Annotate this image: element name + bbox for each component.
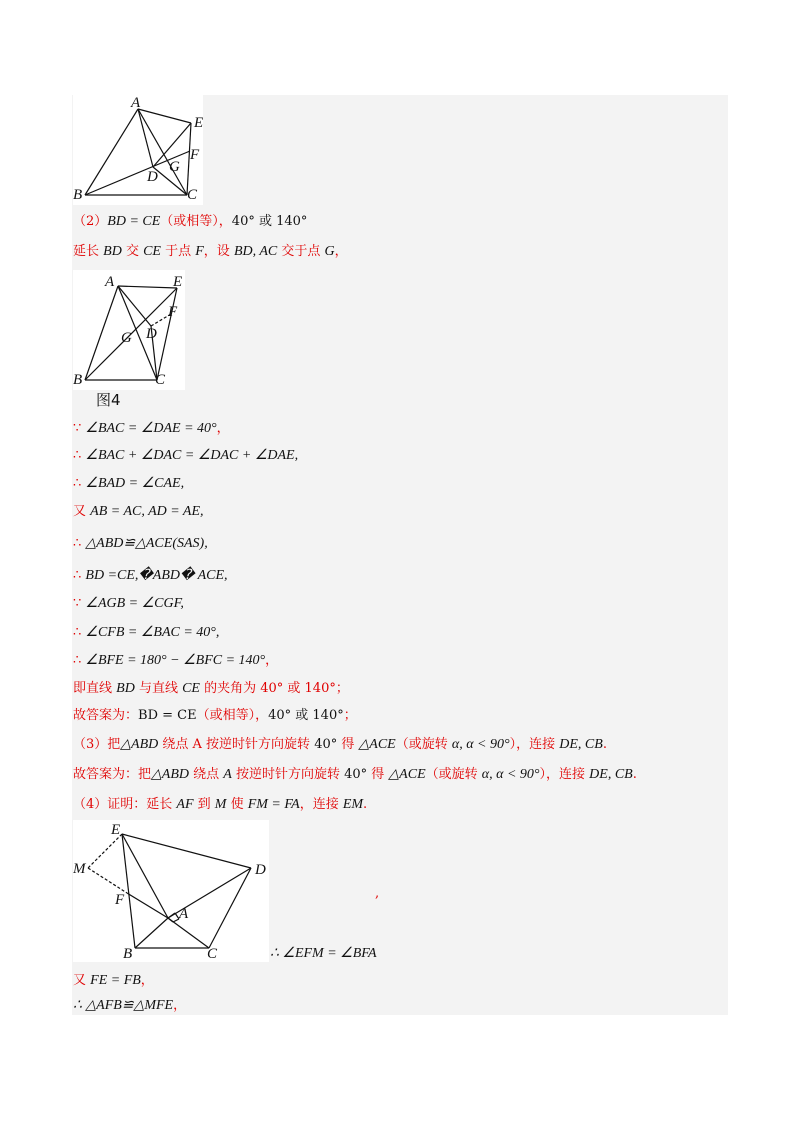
label-B: B [123, 946, 133, 962]
proof-line-7: ∵ ∠AGB = ∠CGF, [73, 596, 184, 611]
answer-line-3: 故答案为：把△ABD 绕点 A 按逆时针方向旋转 40° 得 △ACE（或旋转 α, α < 90°），连接 DE, CB. [73, 767, 637, 782]
proof-line-6: ∴ BD =CE,�ABD� ACE, [73, 568, 228, 583]
line-answer-2: （2）BD = CE（或相等），40° 或 140° [73, 214, 308, 229]
proof-line-9: ∴ ∠BFE = 180° − ∠BFC = 140°， [73, 653, 279, 668]
proof-line-1: ∵ ∠BAC = ∠DAE = 40°， [73, 421, 230, 436]
line-extend: 延长 BD 交 CE 于点 F，设 BD, AC 交于点 G， [73, 244, 348, 259]
answer-line-2: 故答案为：BD = CE（或相等），40° 或 140°； [73, 708, 357, 723]
label-B: B [73, 187, 83, 203]
part-4-line: （4）证明：延长 AF 到 M 使 FM = FA，连接 EM. [73, 797, 368, 812]
figure-4-caption: 图4 [96, 391, 121, 409]
stray-comma: , [375, 886, 380, 901]
label-F: F [190, 147, 200, 163]
label-G: G [169, 159, 180, 175]
label-A: A [105, 274, 115, 290]
proof-4-line-2: 又 FE = FB， [73, 973, 154, 988]
label-D: D [146, 326, 157, 342]
proof-4-line-1: ∴ ∠EFM = ∠BFA [270, 946, 377, 961]
part-3-line: （3）把△ABD 绕点 A 按逆时针方向旋转 40° 得 △ACE（或旋转 α, α < 90°），连接 DE, CB. [73, 737, 607, 752]
proof-line-3: ∴ ∠BAD = ∠CAE, [73, 476, 185, 491]
label-E: E [173, 274, 183, 290]
label-B: B [73, 372, 83, 388]
figure-triangle-bcde [73, 95, 203, 205]
label-A: A [131, 95, 141, 111]
label-E: E [111, 822, 121, 838]
label-M: M [73, 861, 86, 877]
proof-line-5: ∴ △ABD≌△ACE(SAS), [73, 536, 208, 551]
label-C: C [155, 372, 166, 388]
figure-4 [73, 270, 185, 390]
label-G: G [121, 330, 132, 346]
label-C: C [207, 946, 218, 962]
label-F: F [115, 892, 125, 908]
label-F: F [168, 304, 178, 320]
label-D: D [147, 169, 158, 185]
label-E: E [194, 115, 203, 131]
figure-5 [73, 820, 269, 962]
proof-4-line-3: ∴ △AFB≌△MFE， [73, 998, 187, 1013]
label-D: D [255, 862, 266, 878]
proof-conclusion: 即直线 BD 与直线 CE 的夹角为 40° 或 140°； [73, 681, 349, 696]
proof-line-8: ∴ ∠CFB = ∠BAC = 40°, [73, 625, 220, 640]
label-A: A [179, 906, 189, 922]
proof-line-4: 又 AB = AC, AD = AE, [73, 504, 204, 519]
label-C: C [187, 187, 198, 203]
proof-line-2: ∴ ∠BAC + ∠DAC = ∠DAC + ∠DAE, [73, 448, 299, 463]
